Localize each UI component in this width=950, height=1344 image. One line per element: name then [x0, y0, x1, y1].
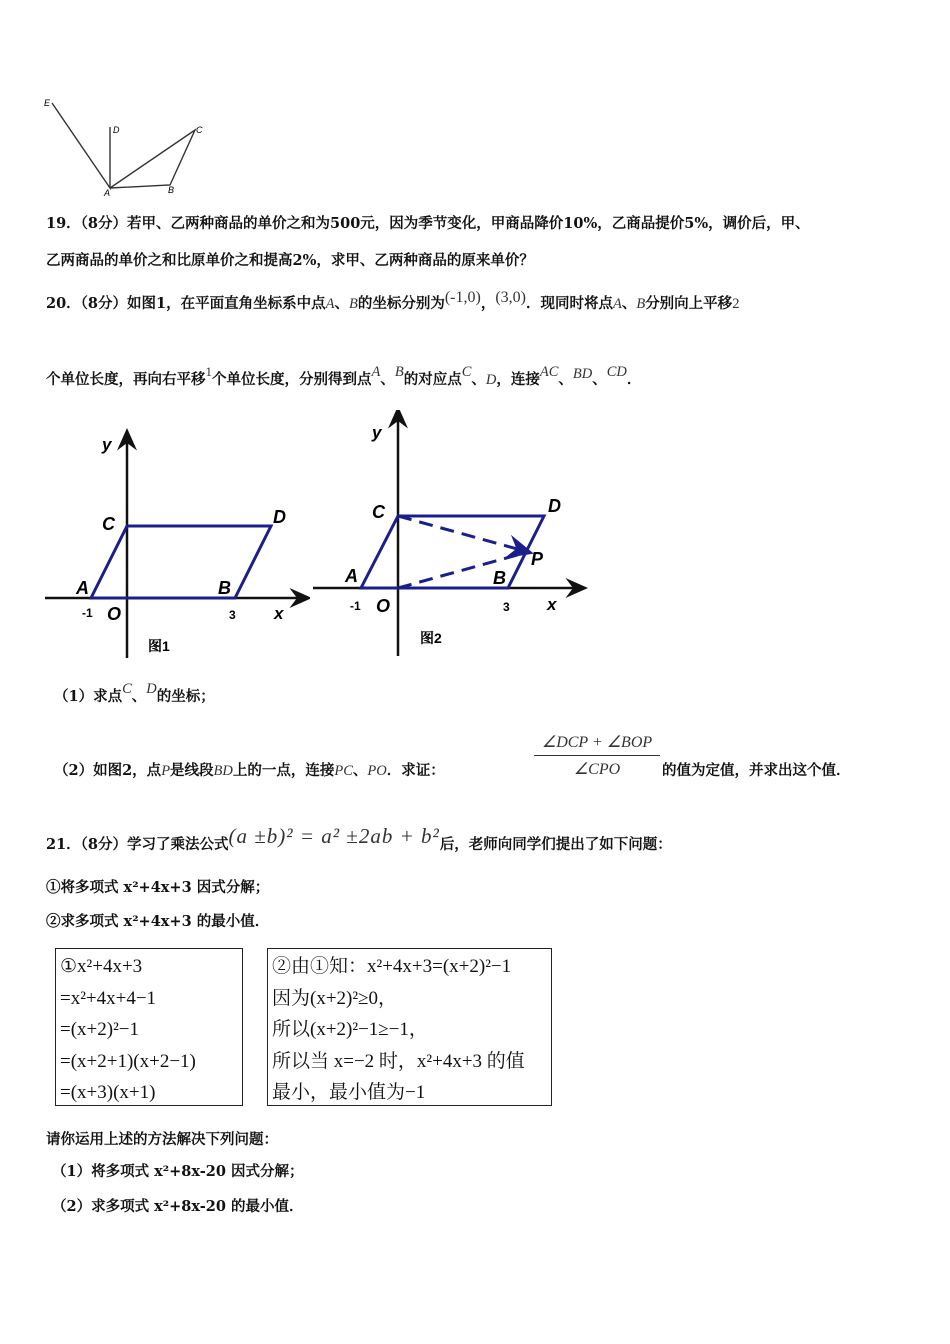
- end-mark: ．: [626, 371, 642, 388]
- solution-box-2: [267, 948, 552, 1106]
- label-x: x: [547, 595, 557, 614]
- sub2-text-b: 是线段: [170, 762, 214, 779]
- q20-text7: 的对应点: [403, 371, 462, 388]
- sep-2: 、: [621, 295, 637, 312]
- box2-line: 所以(x+2)²−1≥−1，: [272, 1019, 428, 1040]
- box1-line: =(x+3)(x+1): [60, 1082, 156, 1103]
- q20-line2: [46, 364, 642, 389]
- box2-line: 因为(x+2)²≥0，: [272, 987, 397, 1009]
- figure-1: [40, 420, 310, 670]
- fraction-denominator: ∠CPO: [573, 761, 621, 778]
- segment-CP: [398, 516, 528, 552]
- point-B-3: B: [394, 364, 404, 380]
- q19-line1: 19．（8分）若甲、乙两种商品的单价之和为500元，因为季节变化，甲商品降价10%，乙商品提价5%，调价后，甲、: [46, 215, 810, 232]
- q20-text1: 20．（8分）如图1，在平面直角坐标系中点: [46, 295, 326, 312]
- sep-3: 、: [380, 371, 395, 388]
- formula: (a ±b)² = a² ±2ab + b²: [228, 824, 440, 848]
- comma: ，: [480, 295, 496, 312]
- point-C-sub1: C: [122, 681, 132, 697]
- parallelogram-ABDC: [361, 516, 544, 588]
- box1-line: ①x²+4x+3: [60, 956, 143, 977]
- up-value: 2: [732, 296, 740, 312]
- q21-text2: 后，老师向同学们提出了如下问题：: [439, 836, 672, 853]
- q20-text5: 个单位长度，再向右平移: [46, 371, 206, 388]
- point-B-2: B: [636, 296, 646, 312]
- point-A: A: [325, 296, 335, 312]
- label-B: B: [168, 185, 175, 195]
- sub2-text-c: 上的一点，连接: [232, 762, 335, 779]
- label-A: A: [345, 566, 358, 586]
- box2-line: ②由①知：x²+4x+3=(x+2)²−1: [272, 956, 512, 977]
- segment-OP: [398, 552, 528, 588]
- label-B: B: [493, 568, 506, 588]
- segment-BD: BD: [572, 366, 593, 382]
- segment-AC: AC: [539, 364, 559, 380]
- q20-text2: 的坐标分别为: [357, 295, 445, 312]
- sep-sub2: 、: [352, 762, 368, 779]
- sep-5: 、: [558, 371, 573, 388]
- label-neg1: -1: [350, 599, 361, 613]
- q20-text3: ．现同时将点: [525, 295, 613, 312]
- label-P: P: [531, 549, 544, 569]
- segment-PC: PC: [334, 763, 353, 779]
- label-neg1: -1: [82, 606, 93, 620]
- label-D: D: [113, 125, 120, 135]
- label-B: B: [218, 578, 231, 598]
- q21-line1: [46, 824, 672, 855]
- label-3: 3: [229, 608, 236, 622]
- q20-text6: 个单位长度，分别得到点: [212, 371, 372, 388]
- box2-line: 所以当 x=−2 时，x²+4x+3 的值: [272, 1050, 525, 1072]
- q21-task2: （2）求多项式 x²+8x-20 的最小值．: [52, 1198, 304, 1215]
- segment-CD: CD: [606, 364, 627, 380]
- q20-line1: [46, 289, 740, 313]
- label-D: D: [273, 507, 286, 527]
- point-D: D: [485, 372, 497, 388]
- segment-BD-sub2: BD: [213, 763, 233, 779]
- coord-A: (-1,0): [444, 289, 481, 306]
- label-y: y: [102, 435, 112, 454]
- point-A-3: A: [371, 364, 381, 380]
- top-figure: [40, 95, 220, 200]
- q20-sub1: [54, 681, 215, 706]
- point-D-sub1: D: [146, 681, 157, 697]
- q20-text8: ，连接: [496, 371, 540, 388]
- figure-lines-right: [110, 130, 195, 188]
- sub1-text-b: 的坐标；: [156, 688, 215, 705]
- q20-sub2: [54, 759, 445, 780]
- sep-4: 、: [471, 371, 486, 388]
- figure-2: [310, 410, 590, 665]
- right-value: 1: [205, 364, 212, 379]
- label-y: y: [372, 423, 382, 442]
- sub1-text-a: （1）求点: [54, 688, 123, 705]
- label-D: D: [548, 496, 561, 516]
- q21-item1: ①将多项式 x²+4x+3 因式分解；: [46, 879, 270, 896]
- fraction-numerator: ∠DCP + ∠BOP: [541, 734, 653, 751]
- label-C: C: [102, 514, 115, 534]
- label-A: A: [104, 188, 111, 198]
- parallelogram-ABDC: [91, 526, 271, 598]
- box1-line: =(x+2)²−1: [60, 1019, 139, 1040]
- box1-line: =(x+2+1)(x+2−1): [60, 1050, 196, 1072]
- label-3: 3: [503, 600, 510, 614]
- sep-6: 、: [592, 371, 607, 388]
- q20-sub2-tail: 的值为定值，并求出这个值．: [662, 762, 851, 779]
- sub2-text-a: （2）如图2，点: [54, 762, 162, 779]
- q21-item2: ②求多项式 x²+4x+3 的最小值．: [46, 913, 270, 930]
- label-C: C: [196, 125, 203, 135]
- point-A-2: A: [612, 296, 622, 312]
- q21-text1: 21．（8分）学习了乘法公式: [46, 836, 229, 853]
- point-P: P: [161, 763, 171, 779]
- q21-prompt: 请你运用上述的方法解决下列问题：: [46, 1131, 278, 1148]
- caption-fig2: 图2: [420, 630, 442, 646]
- sep-sub1: 、: [131, 688, 147, 705]
- fraction: [532, 732, 662, 779]
- caption-fig1: 图1: [148, 638, 170, 654]
- label-C: C: [372, 502, 385, 522]
- label-A: A: [76, 578, 89, 598]
- label-E: E: [44, 98, 51, 108]
- box2-line: 最小，最小值为−1: [272, 1082, 426, 1103]
- figure-lines: [52, 103, 110, 188]
- label-O: O: [107, 604, 122, 624]
- point-C: C: [461, 364, 472, 380]
- label-x: x: [274, 604, 284, 623]
- box1-line: =x²+4x+4−1: [60, 987, 157, 1009]
- q19-line2: 乙两商品的单价之和比原单价之和提高2%，求甲、乙两种商品的原来单价？: [46, 252, 534, 269]
- segment-PO: PO: [367, 763, 387, 779]
- sep: 、: [334, 295, 349, 312]
- sub2-text-d: ．求证：: [386, 762, 445, 779]
- point-B: B: [348, 296, 358, 312]
- q21-task1: （1）将多项式 x²+8x-20 因式分解；: [52, 1163, 304, 1180]
- label-O: O: [376, 596, 391, 616]
- q20-text4: 分别向上平移: [645, 295, 733, 312]
- solution-box-1: [55, 948, 243, 1106]
- coord-B: (3,0): [495, 289, 526, 306]
